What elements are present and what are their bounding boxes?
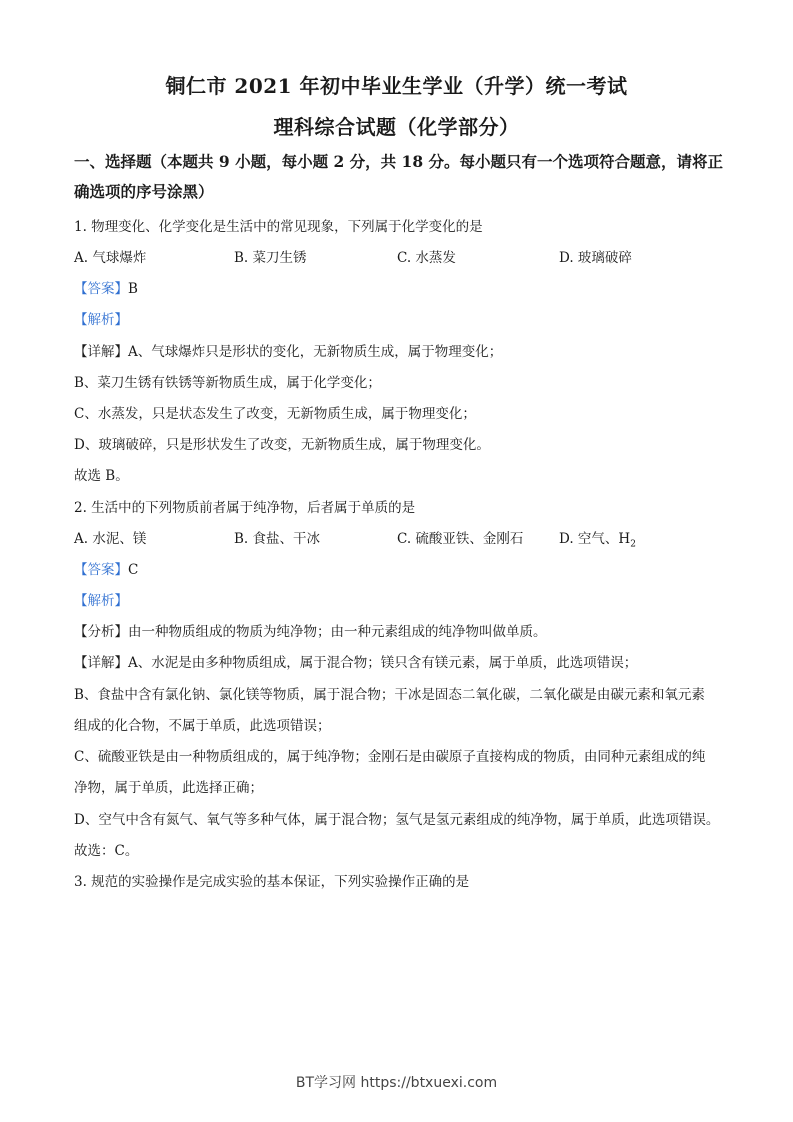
q2-conclusion: 故选：C。 [74, 843, 139, 859]
q1-option-b: B. 菜刀生锈 [234, 250, 307, 266]
fenxi-tag: 【分析】 [74, 624, 128, 640]
answer-tag: 【答案】 [74, 281, 128, 297]
q1-conclusion: 故选 B。 [74, 468, 129, 484]
q2-stem: 2. 生活中的下列物质前者属于纯净物，后者属于单质的是 [74, 500, 416, 516]
q2-detail-d: D、空气中含有氮气、氧气等多种气体，属于混合物；氢气是氢元素组成的纯净物，属于单质，此选项错误。 [74, 812, 720, 828]
q2-detail-b2: 组成的化合物，不属于单质，此选项错误； [74, 718, 331, 734]
q2-detail-c1: C、硫酸亚铁是由一种物质组成的，属于纯净物；金刚石是由碳原子直接构成的物质，由同种元素组成的纯 [74, 749, 706, 765]
q2-option-d: D. 空气、$H_2$ [559, 531, 636, 550]
q1-analysis-tag: 【解析】 [74, 312, 128, 328]
q2-analysis-tag: 【解析】 [74, 593, 128, 609]
q3-stem: 3. 规范的实验操作是完成实验的基本保证，下列实验操作正确的是 [74, 874, 470, 890]
q1-answer-line [74, 277, 724, 297]
subscript: 2 [630, 539, 636, 550]
footer-watermark: BT学习网 https://btxuexi.com [295, 1075, 498, 1091]
q1-detail-a: 【详解】A、气球爆炸只是形状的变化，无新物质生成，属于物理变化； [74, 344, 503, 360]
q2-option-b: B. 食盐、干冰 [234, 531, 321, 547]
q1-stem: 1. 物理变化、化学变化是生活中的常见现象，下列属于化学变化的是 [74, 219, 483, 235]
detail-tag: 【详解】 [74, 655, 128, 671]
q1-option-d: D. 玻璃破碎 [559, 250, 632, 266]
exam-title: 铜仁市 2021 年初中毕业生学业（升学）统一考试 [165, 74, 628, 98]
q2-detail-a: 【详解】A、水泥是由多种物质组成，属于混合物；镁只含有镁元素，属于单质，此选项错误； [74, 655, 638, 671]
section-heading-line2: 确选项的序号涂黑） [74, 182, 214, 201]
section-heading-line1: 一、选择题（本题共 9 小题，每小题 2 分，共 18 分。每小题只有一个选项符合题意，请将正 [74, 152, 724, 171]
q1-answer: B [128, 281, 138, 297]
exam-subtitle: 理科综合试题（化学部分） [273, 115, 520, 139]
q2-detail-b1: B、食盐中含有氯化钠、氯化镁等物质，属于混合物；干冰是固态二氧化碳，二氧化碳是由碳元素和氧元素 [74, 687, 705, 703]
q2-answer: C [128, 562, 139, 578]
q1-detail-b: B、菜刀生锈有铁锈等新物质生成，属于化学变化； [74, 375, 381, 391]
q2-option-c: C. 硫酸亚铁、金刚石 [397, 531, 524, 547]
q2-answer-line [74, 558, 724, 578]
detail-tag: 【详解】 [74, 344, 128, 360]
q1-option-c: C. 水蒸发 [397, 250, 456, 266]
q1-detail-c: C、水蒸发，只是状态发生了改变，无新物质生成，属于物理变化； [74, 406, 476, 422]
q2-fenxi: 【分析】由一种物质组成的物质为纯净物；由一种元素组成的纯净物叫做单质。 [74, 624, 547, 640]
q2-option-a: A. 水泥、镁 [74, 531, 147, 547]
q2-detail-c2: 净物，属于单质，此选择正确； [74, 780, 263, 796]
q1-detail-d: D、玻璃破碎，只是形状发生了改变，无新物质生成，属于物理变化。 [74, 437, 490, 453]
q1-option-a: A. 气球爆炸 [74, 250, 147, 266]
answer-tag: 【答案】 [74, 562, 128, 578]
